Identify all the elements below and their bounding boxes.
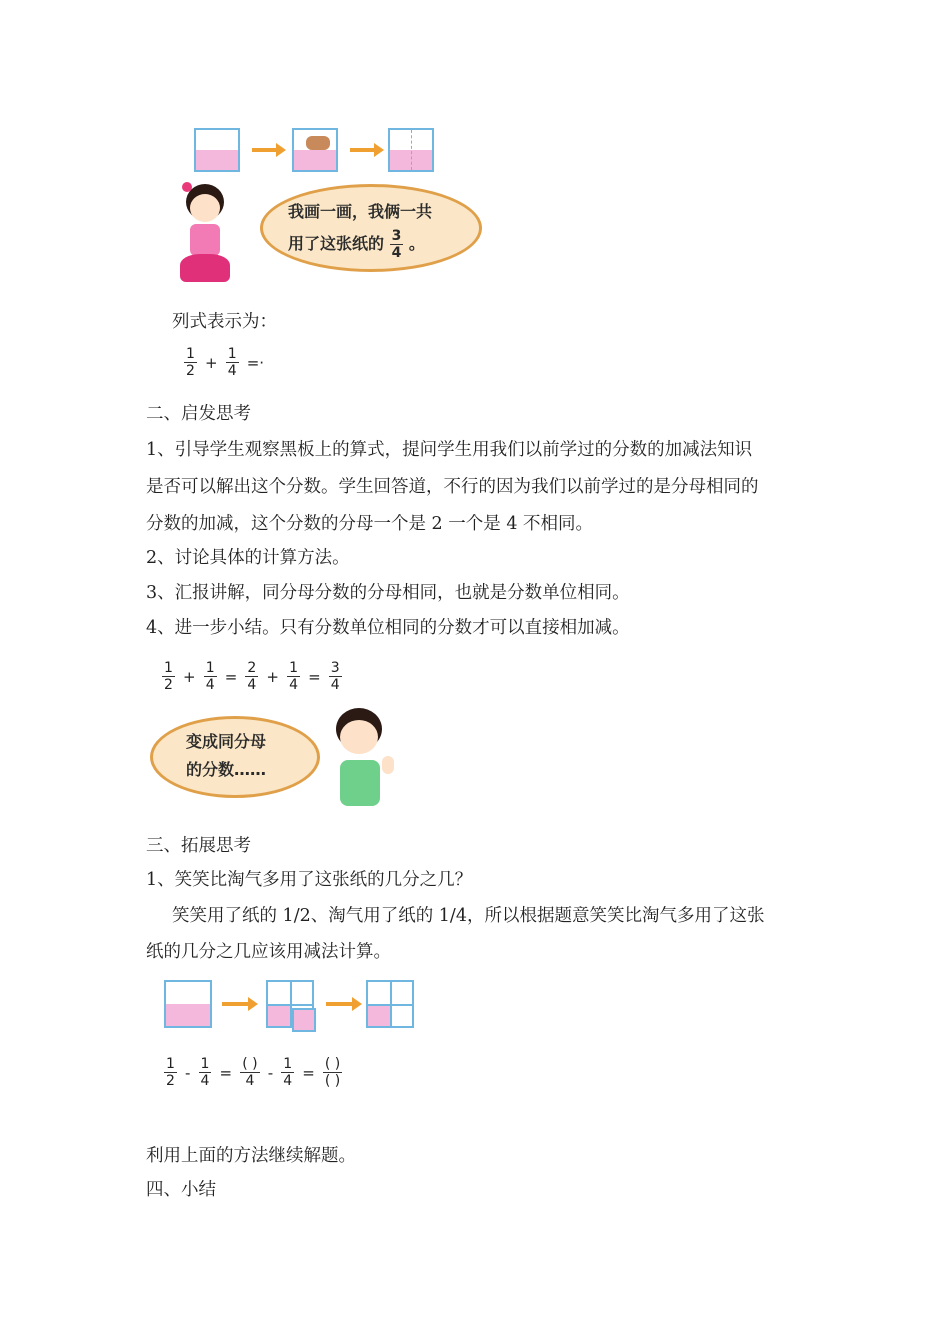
equation-3: $\frac{1}{2}$ - $\frac{1}{4}$ = $\frac{( )}{4}$ - $\frac{1}{4}$ = $\frac{( )}{( )}$ — [166, 1056, 341, 1089]
section-2-p2: 2、讨论具体的计算方法。 — [146, 548, 350, 568]
bubble-line-2: 用了这张纸的 $\frac{3}{4}$ 。 — [288, 228, 425, 261]
closing-line: 利用上面的方法继续解题。 — [146, 1146, 356, 1166]
hand-pencil-icon — [306, 136, 330, 150]
section-3-a1-line1: 笑笑用了纸的 1/2、淘气用了纸的 1/4，所以根据题意笑笑比淘气多用了这张 — [172, 906, 765, 926]
section-2-p3: 3、汇报讲解，同分母分数的分母相同，也就是分数单位相同。 — [146, 583, 630, 603]
arrow-icon — [350, 148, 376, 152]
paper-half-shaded — [194, 128, 240, 172]
arrow-icon — [222, 1002, 250, 1006]
section-2-heading: 二、启发思考 — [146, 404, 251, 424]
paper-drawing — [292, 128, 338, 172]
section-3-a1-line2: 纸的几分之几应该用减法计算。 — [146, 942, 391, 962]
paper-half-shaded — [164, 980, 212, 1028]
moved-quarter — [292, 1008, 316, 1032]
section-3-heading: 三、拓展思考 — [146, 836, 251, 856]
paper-three-quarters — [388, 128, 434, 172]
section-3-q1: 1、笑笑比淘气多用了这张纸的几分之几？ — [146, 870, 473, 890]
girl-character — [172, 182, 242, 282]
section-2-p1-line2: 是否可以解出这个分数。学生回答道，不行的因为我们以前学过的是分母相同的 — [146, 477, 759, 497]
equation-1: $\frac{1}{2}$ + $\frac{1}{4}$ =· — [186, 346, 265, 379]
bubble-line-1: 变成同分母 — [186, 732, 267, 751]
figure-paper-folding-girl — [172, 120, 484, 282]
arrow-icon — [326, 1002, 354, 1006]
section-2-p4: 4、进一步小结。只有分数单位相同的分数才可以直接相加减。 — [146, 618, 630, 638]
boy-character — [326, 704, 400, 812]
section-4-heading: 四、小结 — [146, 1180, 216, 1200]
paper-quarter-left — [366, 980, 414, 1028]
section-2-p1-line1: 1、引导学生观察黑板上的算式，提问学生用我们以前学过的分数的加减法知识 — [146, 440, 753, 460]
section-2-p1-line3: 分数的加减，这个分数的分母一个是 2 一个是 4 不相同。 — [146, 514, 594, 534]
fraction-3-4: $\frac{3}{4}$ — [391, 228, 402, 261]
intro-label: 列式表示为： — [172, 312, 277, 332]
arrow-icon — [252, 148, 278, 152]
equation-2: $\frac{1}{2}$ + $\frac{1}{4}$ = $\frac{2}{4}$ + $\frac{1}{4}$ = $\frac{3}{4}$ — [164, 660, 340, 693]
figure-same-denominator-boy — [148, 652, 404, 816]
bubble-line-1: 我画一画，我俩一共 — [288, 202, 433, 221]
figure-subtraction — [160, 976, 416, 1108]
bubble-line-2: 的分数…… — [186, 760, 267, 779]
